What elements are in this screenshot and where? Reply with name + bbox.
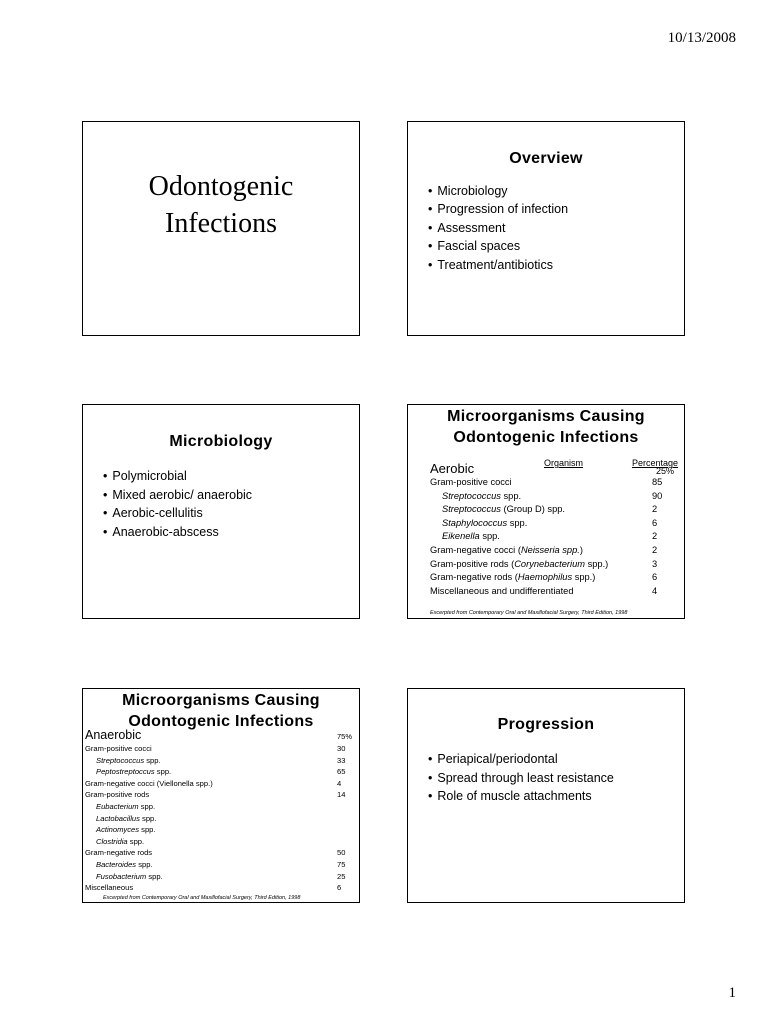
table-row	[85, 824, 355, 836]
organism-genus: Streptococcus	[442, 504, 501, 515]
organism-percentage: 4	[652, 585, 658, 596]
bullet-item: • Fascial spaces	[428, 237, 684, 255]
group-row-aerobic	[430, 461, 678, 476]
bullet-item: • Role of muscle attachments	[428, 787, 684, 806]
organism-percentage: 30	[337, 744, 346, 753]
slide-2-bullet-list	[408, 182, 684, 274]
aerobic-organism-table	[430, 451, 678, 598]
column-header-organism: Organism	[544, 458, 584, 468]
organism-label-text: Gram-negative rods	[85, 848, 153, 858]
organism-label-suffix: spp.	[144, 755, 161, 765]
organism-percentage: 50	[337, 848, 346, 858]
organism-percentage: 6	[337, 883, 342, 893]
table-row	[430, 571, 678, 585]
bullet-item: • Treatment/antibiotics	[428, 256, 684, 274]
organism-genus: Clostridia	[96, 836, 128, 846]
slide-1-title	[83, 168, 359, 242]
organism-label-suffix: (Group D) spp.	[500, 504, 565, 515]
organism-genus: Eubacterium	[96, 801, 139, 811]
slide-4-title-line-2: Odontogenic Infections	[453, 429, 639, 446]
organism-percentage: 6	[652, 572, 658, 583]
table-row	[430, 490, 678, 504]
slide-5-title-line-1: Microorganisms Causing	[122, 692, 320, 709]
organism-genus: Bacteroides	[96, 859, 137, 869]
organism-label	[96, 871, 163, 883]
table-row	[85, 847, 355, 859]
bullet-item: • Anaerobic-abscess	[103, 523, 359, 542]
table-row	[85, 743, 355, 755]
table-row	[430, 544, 678, 558]
column-header-percentage: Percentage	[631, 458, 678, 468]
organism-genus: Staphylococcus	[442, 517, 508, 528]
organism-label-suffix: spp.)	[572, 572, 596, 583]
organism-label-text: Gram-negative cocci (	[430, 544, 521, 555]
organism-percentage: 65	[337, 767, 346, 777]
organism-genus: Actinomyces	[96, 825, 140, 835]
organism-label-suffix: spp.	[154, 767, 172, 777]
organism-percentage: 14	[337, 790, 346, 800]
group-label: Aerobic	[430, 461, 475, 476]
organism-label	[85, 882, 133, 894]
organism-label-text: Gram-positive cocci	[430, 477, 512, 487]
bullet-item: • Assessment	[428, 219, 684, 237]
organism-label-text: Gram-positive rods	[85, 790, 150, 800]
bullet-item: • Aerobic-cellulitis	[103, 504, 359, 523]
bullet-item: • Progression of infection	[428, 200, 684, 218]
organism-label-suffix: spp.	[146, 871, 163, 881]
organism-label-text: Gram-positive cocci	[85, 744, 152, 753]
organism-label	[85, 778, 213, 790]
slide-4-title-line-1: Microorganisms Causing	[447, 408, 645, 425]
organism-label-suffix: spp.	[136, 859, 153, 869]
organism-label-suffix: spp.	[500, 490, 522, 501]
organism-label	[96, 766, 171, 778]
organism-label-text: Gram-negative rods (	[430, 572, 518, 583]
slide-5-title-line-2: Odontogenic Infections	[128, 713, 314, 730]
organism-percentage: 33	[337, 755, 346, 765]
group-percentage: 75%	[337, 732, 353, 741]
bullet-item: • Periapical/periodontal	[428, 750, 684, 769]
organism-label-suffix: spp.	[138, 801, 156, 811]
organism-label	[442, 517, 527, 531]
anaerobic-organism-table	[85, 728, 355, 894]
slide-1-title-line-2: Infections	[165, 208, 277, 239]
organism-label-suffix: spp.)	[585, 558, 609, 569]
table-row	[85, 766, 355, 778]
organism-label	[430, 544, 583, 558]
organism-percentage: 3	[652, 558, 658, 569]
slide-6-bullet-list	[408, 750, 684, 806]
slide-1-title-line-1: Odontogenic	[148, 171, 294, 202]
slide-2-title: Overview	[509, 150, 583, 167]
organism-percentage: 25	[337, 871, 346, 881]
organism-percentage: 4	[337, 778, 342, 788]
organism-label	[430, 571, 595, 585]
organism-label-suffix: spp.	[139, 825, 156, 835]
slide-overview	[407, 121, 685, 336]
organism-label	[85, 847, 152, 859]
organism-genus: Peptostreptoccus	[96, 767, 155, 777]
organism-label	[96, 801, 155, 813]
organism-percentage: 75	[337, 859, 346, 869]
organism-genus: Streptococcus	[442, 490, 501, 501]
bullet-item: • Spread through least resistance	[428, 769, 684, 788]
organism-label	[442, 530, 500, 544]
organism-label	[96, 824, 156, 836]
organism-label-text: Miscellaneous	[85, 883, 134, 893]
slide-3-title: Microbiology	[169, 433, 273, 450]
document-date: 10/13/2008	[667, 30, 736, 46]
slide-anaerobic-microorganisms	[82, 688, 360, 903]
slide-3-bullet-list	[83, 467, 359, 541]
organism-label	[96, 859, 153, 871]
aerobic-table-rows	[430, 476, 678, 598]
group-row-anaerobic	[85, 728, 355, 743]
organism-percentage: 2	[652, 504, 658, 515]
organism-label	[442, 490, 521, 504]
table-row	[85, 859, 355, 871]
organism-label	[430, 585, 574, 599]
table-row	[430, 517, 678, 531]
organism-genus: Streptococcus	[96, 755, 145, 765]
organism-label	[96, 755, 161, 767]
organism-label	[96, 813, 156, 825]
organism-label-suffix: spp.	[507, 517, 528, 528]
table-row	[85, 882, 355, 894]
table-row	[430, 503, 678, 517]
organism-label-text: Miscellaneous and undifferentiated	[430, 585, 574, 596]
organism-label-suffix: spp.	[127, 836, 145, 846]
table-row	[430, 585, 678, 599]
table-row	[85, 813, 355, 825]
organism-genus: Fusobacterium	[96, 871, 147, 881]
group-label: Anaerobic	[85, 728, 142, 742]
organism-percentage: 85	[652, 477, 663, 487]
table-row	[85, 871, 355, 883]
slide-6-title: Progression	[497, 716, 595, 733]
slide-4-citation: Excerpted from Contemporary Oral and Maxillofacial Surgery, Third Edition, 1998	[430, 610, 628, 616]
organism-genus: Neisseria spp.	[520, 544, 580, 555]
table-row	[85, 755, 355, 767]
table-row	[85, 801, 355, 813]
organism-genus: Haemophilus	[517, 572, 573, 583]
organism-genus: Corynebacterium	[514, 558, 586, 569]
slide-progression	[407, 688, 685, 903]
organism-percentage: 90	[652, 490, 663, 501]
slide-microbiology	[82, 404, 360, 619]
organism-percentage: 2	[652, 531, 658, 542]
organism-genus: Lactobacillus	[96, 813, 140, 823]
organism-genus: Eikenella	[442, 531, 480, 542]
table-row	[430, 558, 678, 572]
organism-percentage: 2	[652, 544, 658, 555]
organism-label	[85, 789, 149, 801]
bullet-item: • Microbiology	[428, 182, 684, 200]
slide-5-citation: Excerpted from Contemporary Oral and Maxillofacial Surgery, Third Edition, 1998	[103, 895, 301, 901]
table-row	[430, 530, 678, 544]
bullet-item: • Mixed aerobic/ anaerobic	[103, 486, 359, 505]
organism-label	[430, 558, 608, 572]
organism-label-text: Gram-positive rods (	[430, 558, 515, 569]
organism-label-suffix: )	[579, 544, 583, 555]
page-number: 1	[728, 985, 736, 1001]
bullet-item: • Polymicrobial	[103, 467, 359, 486]
organism-label	[430, 476, 512, 490]
table-row	[85, 789, 355, 801]
slide-aerobic-microorganisms	[407, 404, 685, 619]
slide-5-title	[83, 689, 359, 732]
slide-title-odontogenic-infections	[82, 121, 360, 336]
organism-label	[85, 743, 152, 755]
organism-label-suffix: spp.	[139, 813, 157, 823]
anaerobic-table-rows	[85, 743, 355, 894]
organism-percentage: 6	[652, 517, 658, 528]
organism-label-suffix: spp.	[479, 531, 500, 542]
table-row	[430, 476, 678, 490]
group-percentage: 25%	[655, 466, 674, 476]
organism-label	[96, 836, 144, 848]
table-row	[85, 836, 355, 848]
organism-label-text: Gram-negative cocci (Viellonella spp.)	[85, 778, 213, 788]
slide-4-title	[408, 405, 684, 448]
organism-label	[442, 503, 565, 517]
table-row	[85, 778, 355, 790]
